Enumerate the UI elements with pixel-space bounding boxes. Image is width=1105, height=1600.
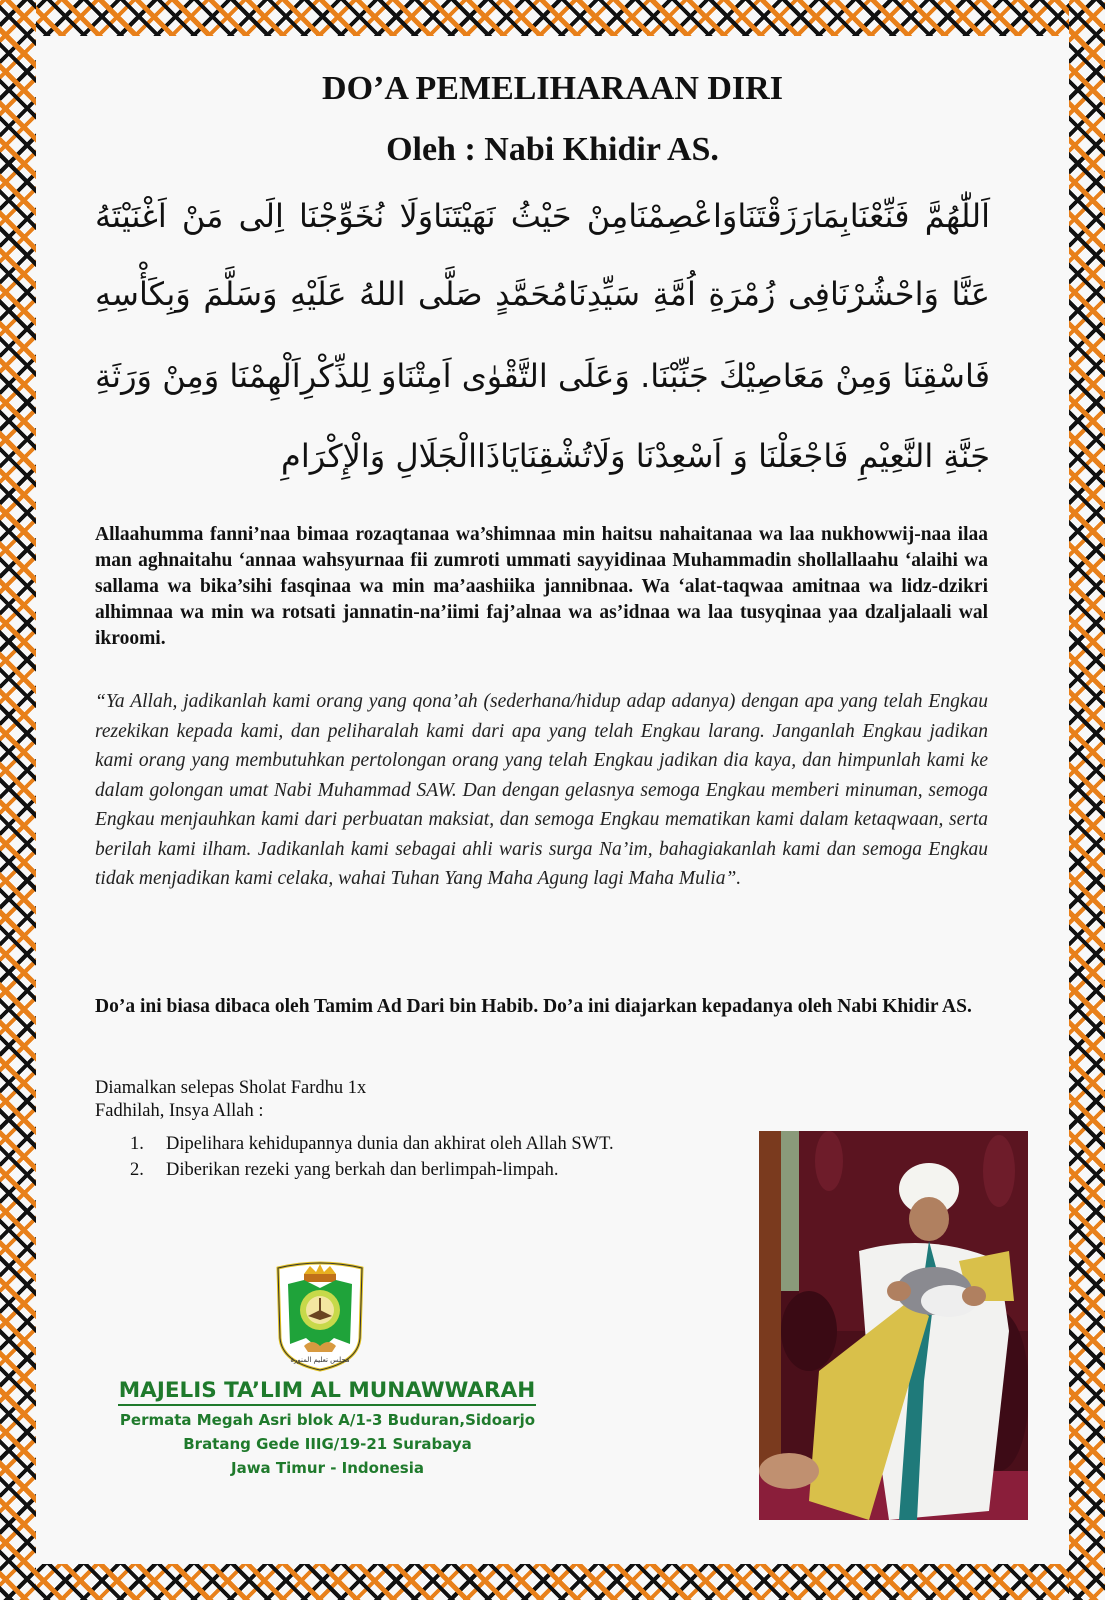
list-item xyxy=(130,1157,614,1183)
svg-text:مجلس تعليم المنورة: مجلس تعليم المنورة xyxy=(290,1356,350,1364)
benefits-list xyxy=(130,1131,614,1183)
practice-instruction: Diamalkan selepas Sholat Fardhu 1x xyxy=(95,1078,367,1098)
organization-logo xyxy=(274,1258,366,1372)
list-item xyxy=(130,1131,614,1157)
list-item-text: Diberikan rezeki yang berkah dan berlimpah-limpah. xyxy=(166,1160,559,1180)
portrait-photo xyxy=(759,1131,1028,1520)
transliteration-paragraph: Allaahumma fanni’naa bimaa rozaqtanaa wa’shimnaa min haitsu nahaitanaa wa laa nukhowwij-naa ilaa man aghnaitahu ‘annaa wahsyurnaa fii zumroti ummati sayyidinaa Muhammadin shollallaahu ‘alaihi wa sallama wa bika’sihi fasqinaa wa min ma’aashiika jannibnaa. Wa ‘alat-taqwaa amitnaa wa lidz-dzikri alhimnaa wa min wa rotsati jannatin-na’iimi faj’alnaa wa as’idnaa wa laa tusyqinaa yaa dzaljalaali wal ikroomi. xyxy=(95,524,988,649)
page-title: DO’A PEMELIHARAAN DIRI xyxy=(322,70,783,107)
practice-block xyxy=(95,1077,366,1123)
arabic-line-3: فَاسْقِنَا وَمِنْ مَعَاصِيْكَ جَنِّبْنَا. وَعَلَى التَّقْوٰى اَمِتْنَاوَ لِلذِّكْرِاَلْهِمْنَا وَمِنْ وَرَثَةِ xyxy=(95,357,990,395)
organization-address-line-1: Permata Megah Asri blok A/1-3 Buduran,Sidoarjo xyxy=(119,1411,536,1429)
list-item-number: 1. xyxy=(130,1134,144,1154)
organization-name: MAJELIS TA’LIM AL MUNAWWARAH xyxy=(118,1378,536,1406)
translation-paragraph: “Ya Allah, jadikanlah kami orang yang qona’ah (sederhana/hidup adap adanya) dengan apa yang telah Engkau rezekikan kepada kami, dan peliharalah kami dari apa yang telah Engkau larang. Janganlah Engkau jadikan kami orang yang membutuhkan pertolongan orang yang telah Engkau jadikan dia kaya, dan himpunlah kami ke dalam golongan umat Nabi Muhammad SAW. Dan dengan gelasnya semoga Engkau memberi minuman, semoga Engkau menjauhkan kami dari perbuatan maksiat, dan semoga Engkau mematikan kami dalam ketaqwaan, serta berilah kami ilham. Jadikanlah kami sebagai ahli waris surga Na’im, bahagiakanlah kami dan semoga Engkau tidak menjadikan kami celaka, wahai Tuhan Yang Maha Agung lagi Maha Mulia”. xyxy=(95,691,988,889)
arabic-line-1: اَللّٰهُمَّ فَنِّعْنَابِمَارَزَقْتَنَاوَاعْصِمْنَامِنْ حَيْثُ نَهَيْتَنَاوَلَا نُخَوِّجْنَا اِلَى مَنْ اَغْنَيْتَهُ xyxy=(95,197,990,235)
organization-address-line-3: Jawa Timur - Indonesia xyxy=(230,1459,424,1477)
crest-icon xyxy=(274,1258,366,1372)
list-item-number: 2. xyxy=(130,1160,144,1180)
decorative-border-right xyxy=(1069,0,1105,1600)
page-subtitle: Oleh : Nabi Khidir AS. xyxy=(386,131,719,168)
photo-image xyxy=(759,1131,1028,1520)
decorative-border-top xyxy=(0,0,1105,36)
decorative-border-bottom xyxy=(0,1564,1105,1600)
note-paragraph: Do’a ini biasa dibaca oleh Tamim Ad Dari bin Habib. Do’a ini diajarkan kepadanya oleh Nabi Khidir AS. xyxy=(95,996,972,1017)
arabic-line-2: عَنَّا وَاحْشُرْنَافِى زُمْرَةِ اُمَّةِ سَيِّدِنَامُحَمَّدٍ صَلَّى اللهُ عَلَيْهِ وَسَلَّمَ وَبِكَأْسِهِ xyxy=(95,275,990,313)
benefits-heading: Fadhilah, Insya Allah : xyxy=(95,1101,264,1121)
list-item-text: Dipelihara kehidupannya dunia dan akhirat oleh Allah SWT. xyxy=(166,1134,614,1154)
decorative-border-left xyxy=(0,0,36,1600)
organization-address-line-2: Bratang Gede IIIG/19-21 Surabaya xyxy=(183,1435,472,1453)
arabic-line-4: جَنَّةِ النَّعِيْمِ فَاجْعَلْنَا وَ اَسْعِدْنَا وَلَاتُشْقِنَايَاذَاالْجَلَالِ وَالْإِكْرَامِ xyxy=(281,437,990,475)
